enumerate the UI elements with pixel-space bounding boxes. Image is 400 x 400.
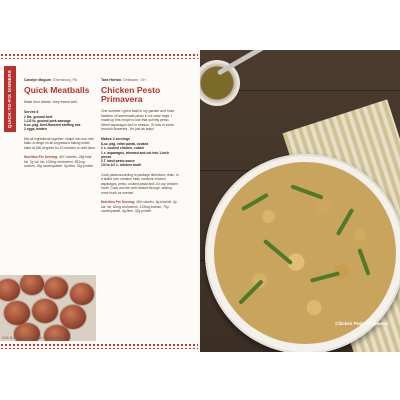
author-location: Ebensburg, PA — [53, 78, 78, 82]
recipe-serves: Serves 6 — [24, 109, 39, 114]
meatball — [44, 277, 68, 299]
recipe-quick-meatballs — [24, 78, 96, 169]
meatballs-photo — [0, 275, 96, 341]
left-page — [0, 50, 198, 352]
meatball — [32, 299, 58, 323]
recipe-byline: Tara Horton, Delaware, OH — [101, 78, 146, 82]
ingredient-list — [101, 142, 179, 168]
recipe-byline: Carolyn Magure, Ebensburg, PA — [24, 78, 78, 82]
ingredient-item: 2 lbs. ground beef — [24, 114, 53, 119]
meatball — [70, 283, 94, 305]
recipe-chicken-pesto-primavera — [101, 78, 179, 213]
section-tab-label: QUICK-TO-FIX DINNERS — [7, 69, 12, 129]
recipe-title: Quick Meatballs — [24, 85, 90, 95]
nutrition-info — [101, 200, 179, 213]
photo-caption: Chicken Pesto Primavera — [335, 321, 388, 326]
ingredient-item: 8-oz. pkg. rotini pasta, cooked — [101, 141, 149, 146]
meatball — [4, 301, 30, 325]
ingredient-item: 6-oz. pkg. beef-flavored stuffing mix — [24, 123, 81, 128]
ingredient-item: 1 c. asparagus, trimmed and cut into 1-inch pieces — [101, 150, 169, 159]
recipe-title: Chicken Pesto Primavera — [101, 85, 161, 104]
dotted-border-top — [0, 53, 198, 59]
section-tab — [4, 66, 16, 132]
author-name: Tara Horton — [101, 78, 122, 82]
nutrition-values: 467 calories, 28g total fat, 7g sat. fat, 102mg cholesterol, 851mg sodium, 26g carbohydrate, 0g fiber, 31g protein — [24, 155, 94, 169]
recipe-intro: Make from ahead...they freeze well. — [24, 100, 78, 104]
ingredient-item: 1/4 to 1/2 c. chicken broth — [101, 163, 142, 168]
nutrition-info — [24, 155, 96, 168]
author-location: Delaware, OH — [123, 78, 146, 82]
author-name: Carolyn Magure — [24, 78, 52, 82]
ingredient-list — [24, 115, 96, 132]
dotted-border-bottom — [0, 343, 198, 349]
ingredient-item: 2 c. cooked chicken, cubed — [101, 146, 144, 151]
meatball — [20, 275, 44, 295]
meatball — [0, 279, 20, 301]
meatball — [60, 305, 86, 329]
recipe-method: Cook pasta according to package directions; drain. In a skillet over medium heat, combine chicken, asparagus, pesto, cooked pasta and 1/4 cup chicken broth. Cook and stir until heated through, adding more broth as needed. — [101, 172, 179, 195]
recipe-serves: Makes 4 servings — [101, 136, 130, 141]
nutrition-label: Nutrition Per Serving: — [24, 155, 59, 160]
recipe-method: Mix all ingredients together; shape into one-inch balls. Arrange on an ungreased baking sheet; bake at 350 degrees for 20 minutes or until done. — [24, 136, 96, 150]
nutrition-label: Nutrition Per Serving: — [101, 200, 136, 205]
recipe-intro: One summer I grew basil in my garden and froze batches of homemade pesto in ice cube trays. I made up this recipe to use that yummy pesto. When asparagus isn't in season, I'll toss in some broccoli flowerets...it's just as tasty! — [101, 109, 175, 132]
right-page-photo — [200, 50, 400, 352]
ingredient-item: 2 T. basil pesto sauce — [101, 159, 135, 164]
nutrition-values: 499 calories, 9g total fat, 2g sat. fat, 62mg cholesterol, 133mg sodium, 70g carbohydrate, 4g fiber, 32g protein — [101, 200, 177, 214]
ingredient-item: 1-1/2 lb. ground pork sausage — [24, 118, 71, 123]
page-footer: 206 5-Ingredient Fresh Family Recipes — [2, 335, 71, 340]
ingredient-item: 2 eggs, beaten — [24, 127, 47, 132]
cookbook-spread — [0, 50, 400, 352]
